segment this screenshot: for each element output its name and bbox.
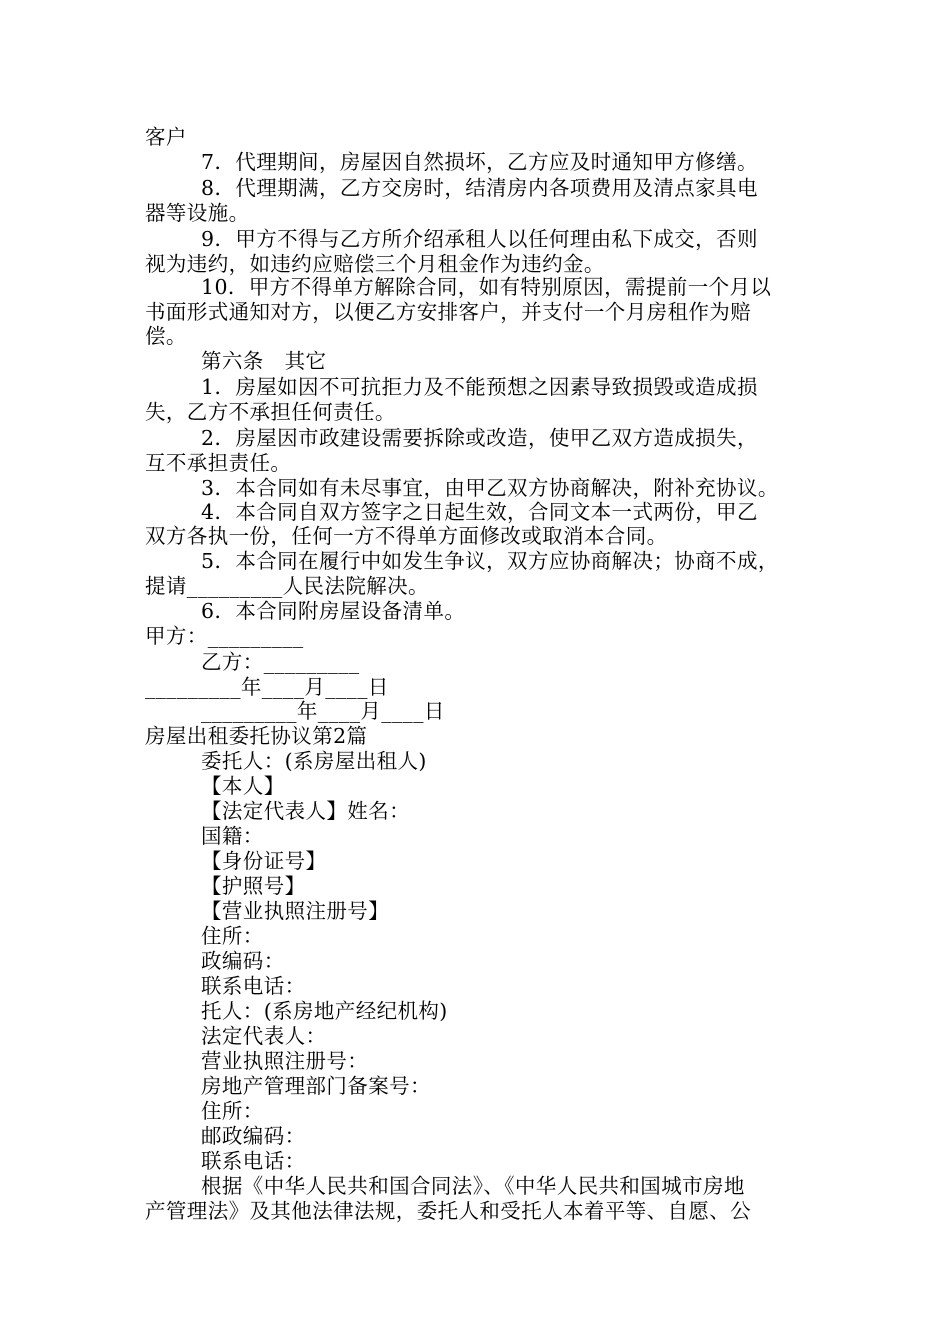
text-line: 客户 bbox=[145, 125, 187, 149]
text-line: 国籍： bbox=[201, 824, 264, 848]
signature-date-b: _________年____月____日 bbox=[201, 699, 445, 723]
text-line: 10．甲方不得单方解除合同，如有特别原因，需提前一个月以 bbox=[201, 275, 772, 299]
text-line: 联系电话： bbox=[201, 1149, 306, 1173]
text-line: 委托人：(系房屋出租人) bbox=[201, 749, 427, 773]
text-line: 书面形式通知对方，以便乙方安排客户，并支付一个月房租作为赔 bbox=[145, 300, 752, 324]
text-line: 【法定代表人】姓名： bbox=[201, 799, 410, 823]
text-line: 互不承担责任。 bbox=[145, 451, 292, 475]
text-line: 邮政编码： bbox=[201, 1124, 306, 1148]
text-line: 3．本合同如有未尽事宜，由甲乙双方协商解决，附补充协议。 bbox=[201, 476, 779, 500]
text-line: 5．本合同在履行中如发生争议，双方应协商解决；协商不成， bbox=[201, 549, 779, 573]
text-line: 2．房屋因市政建设需要拆除或改造，使甲乙双方造成损失， bbox=[201, 426, 758, 450]
text-line: 联系电话： bbox=[201, 974, 306, 998]
text-line: 偿。 bbox=[145, 324, 187, 348]
section-heading: 第六条 其它 bbox=[201, 349, 327, 373]
text-line: 【身份证号】 bbox=[201, 849, 327, 873]
text-line: 1．房屋如因不可抗拒力及不能预想之因素导致损毁或造成损 bbox=[201, 375, 758, 399]
text-line: 视为违约，如违约应赔偿三个月租金作为违约金。 bbox=[145, 252, 605, 276]
text-line: 失，乙方不承担任何责任。 bbox=[145, 400, 396, 424]
text-line: 4．本合同自双方签字之日起生效，合同文本一式两份，甲乙 bbox=[201, 500, 758, 524]
text-line: 【本人】 bbox=[201, 774, 285, 798]
text-line: 提请_________人民法院解决。 bbox=[145, 574, 429, 598]
text-line: 营业执照注册号： bbox=[201, 1049, 369, 1073]
text-line: 根据《中华人民共和国合同法》、《中华人民共和国城市房地 bbox=[201, 1174, 745, 1198]
text-line: 法定代表人： bbox=[201, 1024, 327, 1048]
text-line: 7．代理期间，房屋因自然损坏，乙方应及时通知甲方修缮。 bbox=[201, 150, 758, 174]
text-line: 产管理法》及其他法律法规，委托人和受托人本着平等、自愿、公 bbox=[145, 1199, 752, 1223]
text-line: 住所： bbox=[201, 924, 264, 948]
text-line: 【营业执照注册号】 bbox=[201, 899, 390, 923]
text-line: 器等设施。 bbox=[145, 201, 250, 225]
text-line: 政编码： bbox=[201, 949, 285, 973]
text-line: 托人：(系房地产经纪机构) bbox=[201, 999, 448, 1023]
text-line: 住所： bbox=[201, 1099, 264, 1123]
signature-date-a: _________年____月____日 bbox=[145, 675, 389, 699]
text-line: 【护照号】 bbox=[201, 874, 306, 898]
text-line: 双方各执一份，任何一方不得单方面修改或取消本合同。 bbox=[145, 524, 668, 548]
document-title: 房屋出租委托协议第2篇 bbox=[145, 724, 368, 748]
signature-party-b: 乙方：_________ bbox=[201, 650, 360, 674]
text-line: 9．甲方不得与乙方所介绍承租人以任何理由私下成交，否则 bbox=[201, 227, 758, 251]
text-line: 房地产管理部门备案号： bbox=[201, 1074, 431, 1098]
text-line: 6．本合同附房屋设备清单。 bbox=[201, 599, 466, 623]
text-line: 8．代理期满，乙方交房时，结清房内各项费用及清点家具电 bbox=[201, 176, 758, 200]
signature-party-a: 甲方：_________ bbox=[145, 624, 304, 648]
